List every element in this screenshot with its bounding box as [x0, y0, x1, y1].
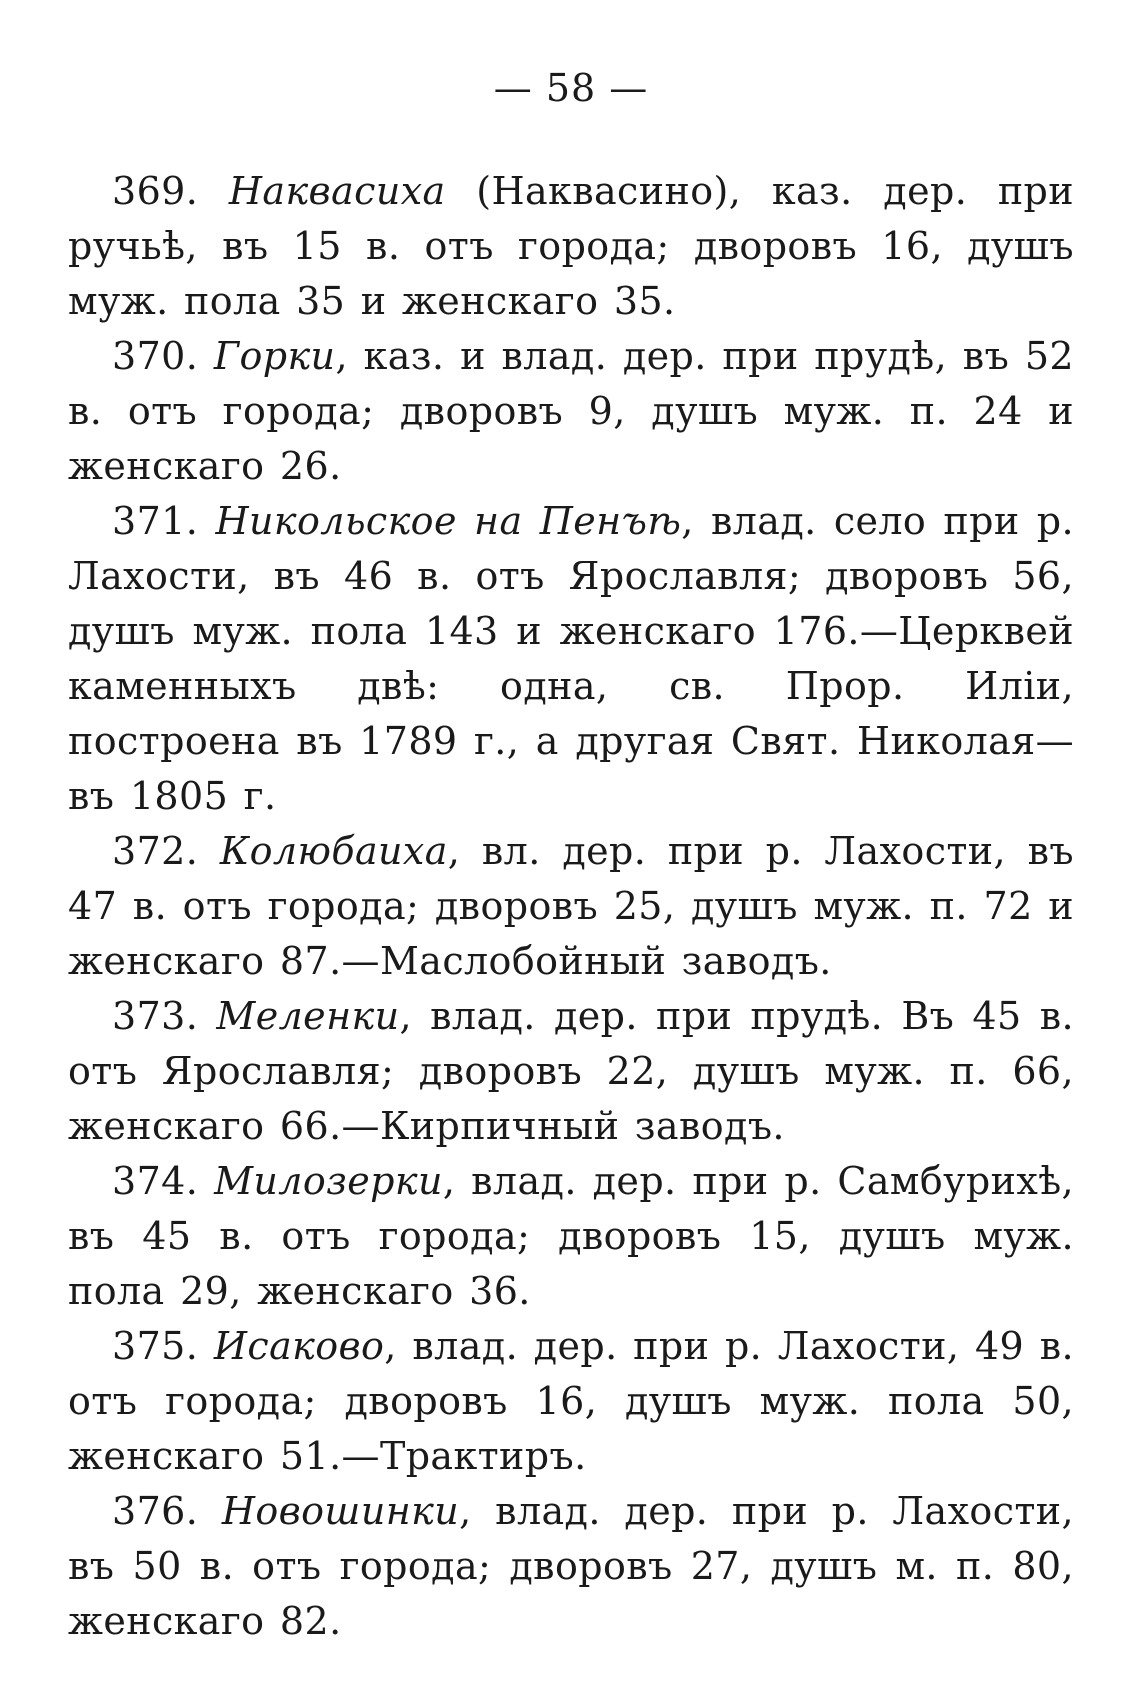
book-page: [68, 60, 1074, 1649]
entry-number: 372.: [112, 829, 199, 873]
page-number: — 58 —: [493, 66, 649, 110]
entry-375: [68, 1319, 1074, 1484]
entry-369: [68, 164, 1074, 329]
entry-text: , влад. дер. при р. Лахости, въ 50 в. отъ города; дворовъ 27, душъ м. п. 80, женскаго 82.: [68, 1489, 1074, 1643]
place-name: Наквасиха: [228, 169, 446, 213]
entry-374: [68, 1154, 1074, 1319]
entry-text: , влад. дер. при р. Самбурихѣ, въ 45 в. отъ города; дворовъ 15, душъ муж. пола 29, женскаго 36.: [68, 1159, 1075, 1313]
place-name: Меленки: [216, 994, 400, 1038]
entry-373: [68, 989, 1074, 1154]
entry-371: [68, 494, 1074, 824]
entry-376: [68, 1484, 1074, 1649]
place-name: Колюбаиха: [219, 829, 448, 873]
place-name: Никольское на Пенъѣ: [215, 499, 682, 543]
entry-text: , вл. дер. при р. Лахости, въ 47 в. отъ города; дворовъ 25, душъ муж. п. 72 и женскаго 87.—Маслобойный заводъ.: [68, 829, 1074, 983]
entry-list: [68, 164, 1074, 1649]
entry-text: (Наквасино), каз. дер. при ручьѣ, въ 15 в. отъ города; дворовъ 16, душъ муж. пола 35 и женскаго 35.: [68, 169, 1074, 323]
entry-number: 371.: [112, 499, 199, 543]
entry-number: 370.: [112, 334, 199, 378]
entry-number: 374.: [112, 1159, 199, 1203]
entry-number: 369.: [112, 169, 199, 213]
entry-372: [68, 824, 1074, 989]
entry-text: , каз. и влад. дер. при прудѣ, въ 52 в. отъ города; дворовъ 9, душъ муж. п. 24 и женскаго 26.: [68, 334, 1074, 488]
place-name: Исаково: [213, 1324, 385, 1368]
entry-text: , влад. село при р. Лахости, въ 46 в. отъ Ярославля; дворовъ 56, душъ муж. пола 143 и женскаго 176.—Церквей каменныхъ двѣ: одна, св. Прор. Иліи, построена въ 1789 г., а другая Свят. Николая—въ 1805 г.: [68, 499, 1074, 818]
entry-number: 375.: [112, 1324, 199, 1368]
entry-text: , влад. дер. при прудѣ. Въ 45 в. отъ Ярославля; дворовъ 22, душъ муж. п. 66, женскаго 66.—Кирпичный заводъ.: [68, 994, 1074, 1148]
entry-370: [68, 329, 1074, 494]
entry-number: 373.: [112, 994, 199, 1038]
place-name: Милозерки: [214, 1159, 443, 1203]
place-name: Горки: [213, 334, 336, 378]
entry-number: 376.: [112, 1489, 199, 1533]
place-name: Новошинки: [221, 1489, 460, 1533]
entry-text: , влад. дер. при р. Лахости, 49 в. отъ города; дворовъ 16, душъ муж. пола 50, женскаго 51.—Трактиръ.: [68, 1324, 1074, 1478]
